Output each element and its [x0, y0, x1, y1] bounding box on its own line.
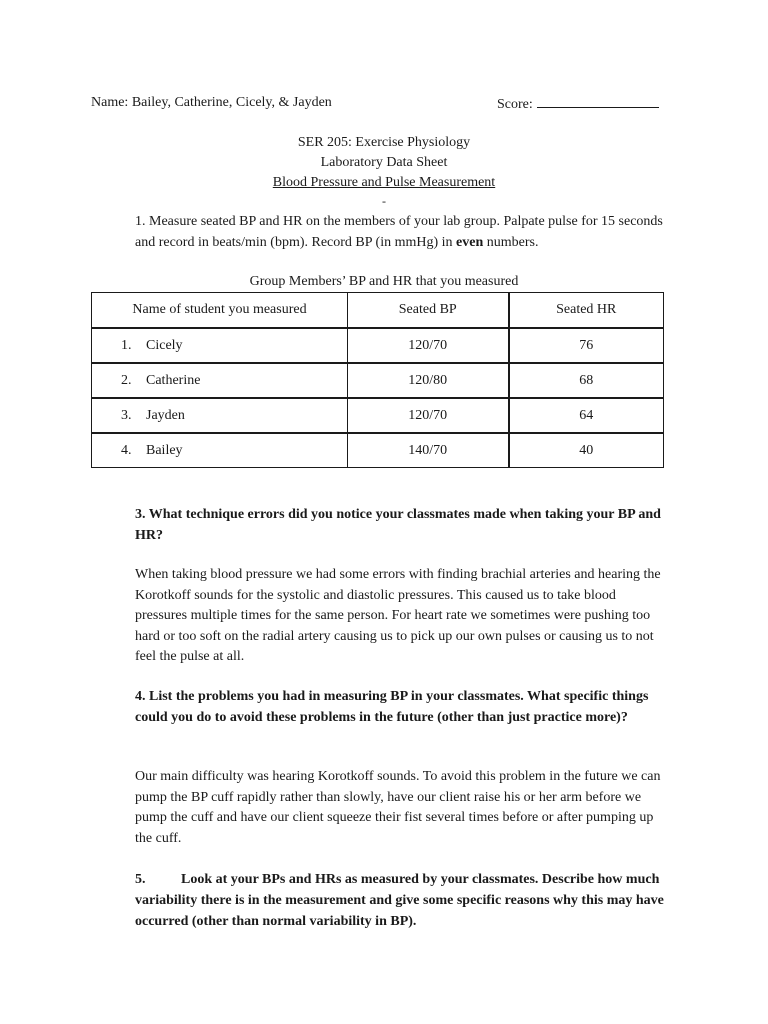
question-5-prompt	[135, 869, 665, 932]
row-number: 4.	[121, 442, 132, 458]
student-name: Catherine	[146, 372, 201, 388]
student-name: Jayden	[146, 407, 185, 423]
question-1-emphasis: even	[456, 235, 484, 250]
question-1-text: 1. Measure seated BP and HR on the members of your lab group. Palpate pulse for 15 seconds and record in beats/min (bpm). Record BP (in mmHg) in	[135, 214, 663, 250]
question-5-number: 5.	[135, 872, 146, 887]
question-5-text: Look at your BPs and HRs as measured by your classmates. Describe how much variability there is in the measurement and give some specific reasons why this may have occurred (other than normal variability in BP).	[135, 872, 664, 929]
row-number: 1.	[121, 337, 132, 353]
table-caption: Group Members’ BP and HR that you measured	[249, 274, 519, 289]
score-label: Score:	[497, 97, 533, 112]
table-row	[92, 328, 664, 363]
bp-cell: 120/70	[348, 398, 509, 433]
student-names	[91, 93, 332, 113]
table-row	[92, 363, 664, 398]
table-row	[92, 398, 664, 433]
title-dash: -	[382, 194, 386, 208]
question-3-prompt: 3. What technique errors did you notice your classmates made when taking your BP and HR?	[135, 507, 661, 543]
header-row	[91, 93, 663, 113]
hr-cell: 68	[509, 363, 664, 398]
question-4-prompt: 4. List the problems you had in measuring BP in your classmates. What specific things could you do to avoid these problems in the future (other than just practice more)?	[135, 689, 649, 725]
question-1-text-end: numbers.	[483, 235, 539, 250]
hr-cell: 76	[509, 328, 664, 363]
topic-title: Blood Pressure and Pulse Measurement	[272, 175, 496, 190]
bp-cell: 120/70	[348, 328, 509, 363]
hr-cell: 64	[509, 398, 664, 433]
question-1	[135, 211, 675, 253]
name-value: Bailey, Catherine, Cicely, & Jayden	[131, 95, 332, 110]
course-title: SER 205: Exercise Physiology	[297, 135, 471, 150]
bp-hr-table	[91, 292, 664, 468]
student-name: Bailey	[146, 442, 183, 458]
bp-cell: 140/70	[348, 433, 509, 468]
row-number: 3.	[121, 407, 132, 423]
header-student-name: Name of student you measured	[92, 293, 348, 329]
question-4-answer: Our main difficulty was hearing Korotkoff sounds. To avoid this problem in the future we can pump the BP cuff rapidly rather than slowly, have our client raise his or her arm before we pump the cuff and have our client squeeze their fist several times before or after pumping up the cuff.	[135, 769, 661, 846]
sheet-title: Laboratory Data Sheet	[320, 155, 448, 170]
row-number: 2.	[121, 372, 132, 388]
student-name: Cicely	[146, 337, 183, 353]
hr-cell: 40	[509, 433, 664, 468]
score-field	[497, 93, 659, 115]
score-blank-line	[537, 93, 659, 108]
name-label: Name:	[91, 95, 129, 110]
student-name-cell	[92, 398, 348, 433]
document-title	[0, 133, 768, 193]
student-name-cell	[92, 363, 348, 398]
table-row	[92, 433, 664, 468]
header-seated-bp: Seated BP	[348, 293, 509, 329]
table-header-row	[92, 293, 664, 329]
header-seated-hr: Seated HR	[509, 293, 664, 329]
student-name-cell	[92, 328, 348, 363]
question-3-answer: When taking blood pressure we had some errors with finding brachial arteries and hearing the Korotkoff sounds for the systolic and diastolic pressures. This caused us to take blood pressures multiple times for the same person. For heart rate we sometimes were pushing too hard or too soft on the radial artery causing us to pick up our own pulses or causing us to not feel the pulse at all.	[135, 567, 661, 664]
student-name-cell	[92, 433, 348, 468]
bp-cell: 120/80	[348, 363, 509, 398]
